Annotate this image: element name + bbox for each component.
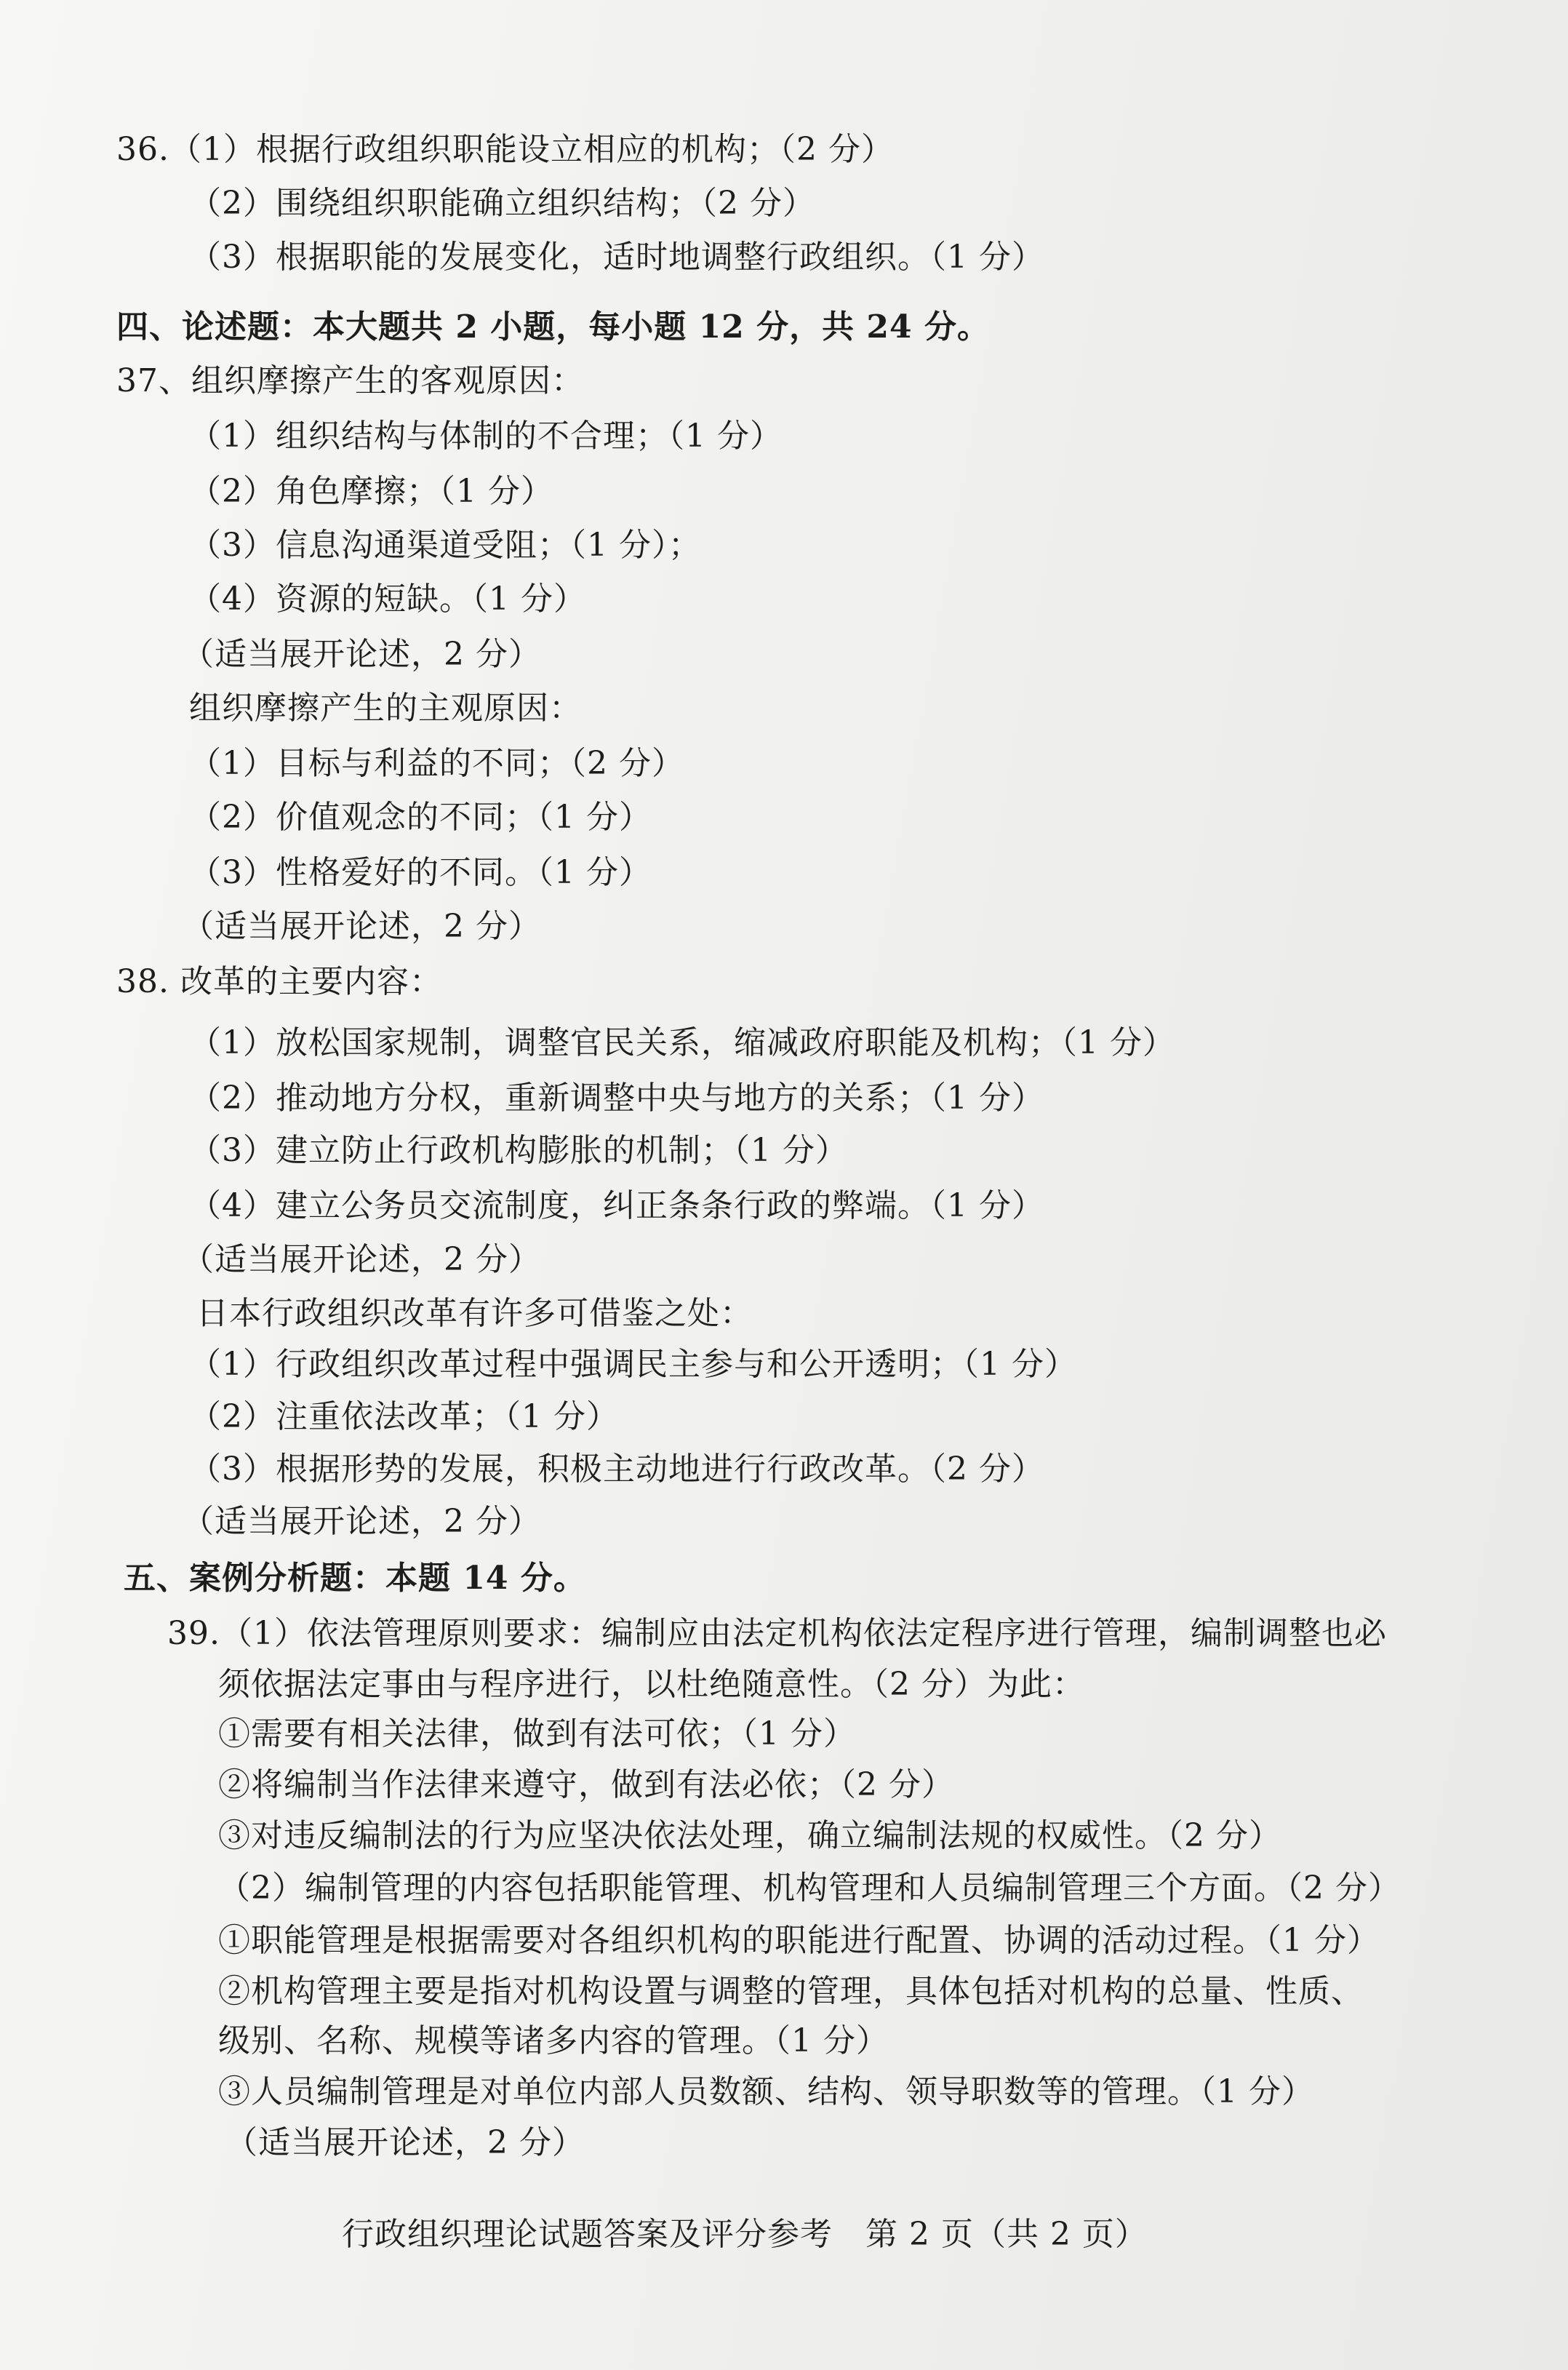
text-line: ①职能管理是根据需要对各组织机构的职能进行配置、协调的活动过程。（1 分） bbox=[218, 1922, 1380, 1959]
text-line: ②机构管理主要是指对机构设置与调整的管理，具体包括对机构的总量、性质、 bbox=[218, 1973, 1364, 2010]
text-line: （适当展开论述，2 分） bbox=[225, 2124, 585, 2161]
text-line: （2）围绕组织职能确立组织结构；（2 分） bbox=[189, 185, 815, 222]
text-line: 36.（1）根据行政组织职能设立相应的机构；（2 分） bbox=[116, 131, 894, 168]
text-line: （2）价值观念的不同；（1 分） bbox=[189, 799, 652, 836]
text-line: （3）性格爱好的不同。（1 分） bbox=[189, 854, 652, 891]
text-line: （适当展开论述，2 分） bbox=[182, 1241, 541, 1278]
text-line: 日本行政组织改革有许多可借鉴之处： bbox=[196, 1295, 753, 1332]
section-heading: 五、案例分析题：本题 14 分。 bbox=[124, 1560, 586, 1597]
text-line: （3）建立防止行政机构膨胀的机制；（1 分） bbox=[189, 1132, 848, 1169]
text-line: （1）放松国家规制，调整官民关系，缩减政府职能及机构；（1 分） bbox=[189, 1024, 1175, 1061]
text-line: ③人员编制管理是对单位内部人员数额、结构、领导职数等的管理。（1 分） bbox=[218, 2073, 1314, 2110]
text-line: （1）行政组织改革过程中强调民主参与和公开透明；（1 分） bbox=[189, 1346, 1077, 1383]
text-line: （适当展开论述，2 分） bbox=[182, 1503, 541, 1540]
page-footer: 行政组织理论试题答案及评分参考 第 2 页（共 2 页） bbox=[342, 2216, 1148, 2253]
text-line: 级别、名称、规模等诸多内容的管理。（1 分） bbox=[218, 2022, 889, 2059]
text-line: 37、组织摩擦产生的客观原因： bbox=[116, 362, 584, 399]
text-line: 须依据法定事由与程序进行，以杜绝随意性。（2 分）为此： bbox=[218, 1666, 1085, 1703]
text-line: 39.（1）依法管理原则要求：编制应由法定机构依法定程序进行管理，编制调整也必 bbox=[167, 1615, 1387, 1652]
text-line: （4）建立公务员交流制度，纠正条条行政的弊端。（1 分） bbox=[189, 1187, 1044, 1224]
text-line: （2）推动地方分权，重新调整中央与地方的关系；（1 分） bbox=[189, 1080, 1044, 1117]
text-line: （3）信息沟通渠道受阻；（1 分）； bbox=[189, 527, 701, 564]
text-line: （1）目标与利益的不同；（2 分） bbox=[189, 745, 684, 782]
text-line: ②将编制当作法律来遵守，做到有法必依；（2 分） bbox=[218, 1766, 954, 1803]
text-line: 38. 改革的主要内容： bbox=[116, 963, 442, 1000]
text-line: 组织摩擦产生的主观原因： bbox=[189, 690, 582, 727]
text-line: （3）根据形势的发展，积极主动地进行行政改革。（2 分） bbox=[189, 1451, 1044, 1488]
text-line: （2）角色摩擦；（1 分） bbox=[189, 473, 553, 510]
text-line: ③对违反编制法的行为应坚决依法处理，确立编制法规的权威性。（2 分） bbox=[218, 1817, 1281, 1854]
text-line: （适当展开论述，2 分） bbox=[182, 908, 541, 945]
text-line: （1）组织结构与体制的不合理；（1 分） bbox=[189, 418, 783, 455]
text-line: （2）注重依法改革；（1 分） bbox=[189, 1398, 619, 1435]
text-line: （适当展开论述，2 分） bbox=[182, 636, 541, 673]
text-line: （3）根据职能的发展变化，适时地调整行政组织。（1 分） bbox=[189, 239, 1044, 276]
text-line: （4）资源的短缺。（1 分） bbox=[189, 580, 586, 618]
text-line: ①需要有相关法律，做到有法可依；（1 分） bbox=[218, 1715, 856, 1752]
section-heading: 四、论述题：本大题共 2 小题，每小题 12 分，共 24 分。 bbox=[116, 308, 990, 346]
text-line: （2）编制管理的内容包括职能管理、机构管理和人员编制管理三个方面。（2 分） bbox=[218, 1870, 1401, 1907]
